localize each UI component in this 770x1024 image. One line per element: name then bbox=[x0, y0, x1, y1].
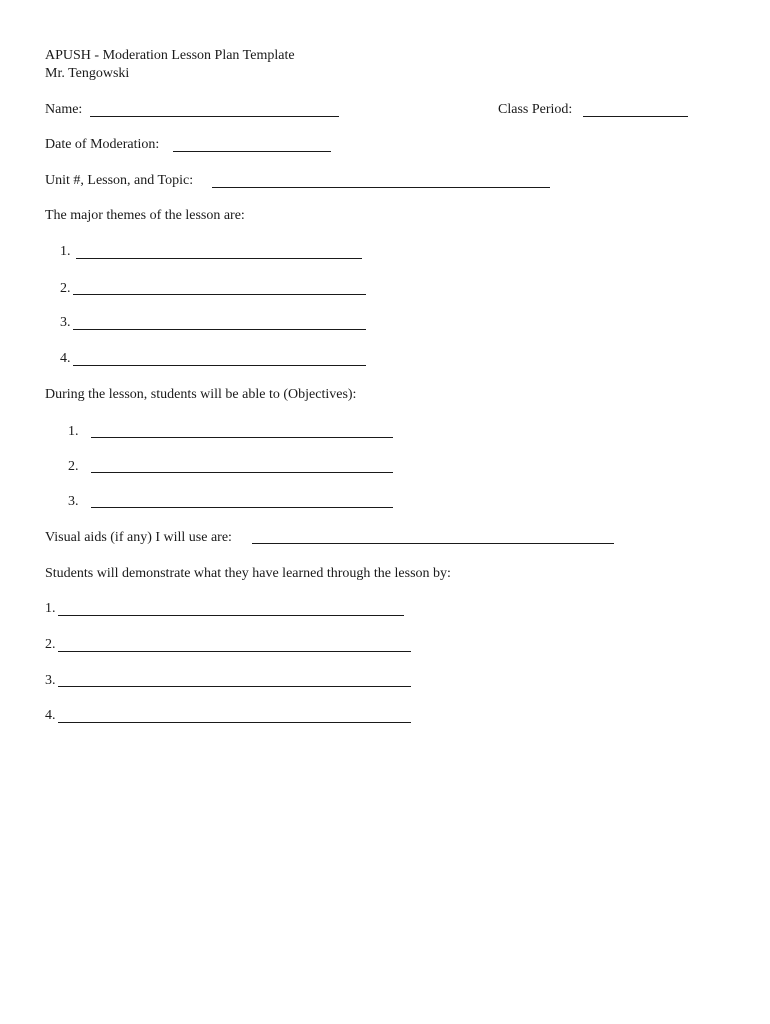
demonstrate-number: 1. bbox=[45, 601, 56, 616]
demonstrate-number: 4. bbox=[45, 708, 56, 723]
document-title: APUSH - Moderation Lesson Plan Template bbox=[45, 48, 295, 63]
theme-number: 4. bbox=[60, 351, 71, 366]
themes-prompt: The major themes of the lesson are: bbox=[45, 208, 245, 223]
date-label: Date of Moderation: bbox=[45, 137, 160, 152]
objective-blank[interactable] bbox=[91, 437, 393, 438]
theme-number: 2. bbox=[60, 281, 71, 296]
objective-number: 3. bbox=[68, 494, 79, 509]
theme-number: 3. bbox=[60, 315, 71, 330]
visual-aids-label: Visual aids (if any) I will use are: bbox=[45, 530, 232, 545]
visual-aids-blank[interactable] bbox=[252, 543, 614, 544]
theme-blank[interactable] bbox=[76, 258, 362, 259]
demonstrate-blank[interactable] bbox=[58, 651, 411, 652]
theme-blank[interactable] bbox=[73, 365, 366, 366]
class-period-label: Class Period: bbox=[498, 102, 573, 117]
objectives-prompt: During the lesson, students will be able to (Objectives): bbox=[45, 387, 357, 402]
objective-blank[interactable] bbox=[91, 472, 393, 473]
unit-label: Unit #, Lesson, and Topic: bbox=[45, 173, 194, 188]
theme-number: 1. bbox=[60, 244, 71, 259]
demonstrate-number: 2. bbox=[45, 637, 56, 652]
unit-blank[interactable] bbox=[212, 187, 550, 188]
objective-blank[interactable] bbox=[91, 507, 393, 508]
theme-blank[interactable] bbox=[73, 294, 366, 295]
demonstrate-number: 3. bbox=[45, 673, 56, 688]
demonstrate-blank[interactable] bbox=[58, 722, 411, 723]
name-label: Name: bbox=[45, 102, 83, 117]
demonstrate-prompt: Students will demonstrate what they have learned through the lesson by: bbox=[45, 566, 451, 581]
objective-number: 2. bbox=[68, 459, 79, 474]
date-blank[interactable] bbox=[173, 151, 331, 152]
demonstrate-blank[interactable] bbox=[58, 686, 411, 687]
demonstrate-blank[interactable] bbox=[58, 615, 404, 616]
teacher-name: Mr. Tengowski bbox=[45, 66, 130, 81]
theme-blank[interactable] bbox=[73, 329, 366, 330]
objective-number: 1. bbox=[68, 424, 79, 439]
class-period-blank[interactable] bbox=[583, 116, 688, 117]
name-blank[interactable] bbox=[90, 116, 339, 117]
